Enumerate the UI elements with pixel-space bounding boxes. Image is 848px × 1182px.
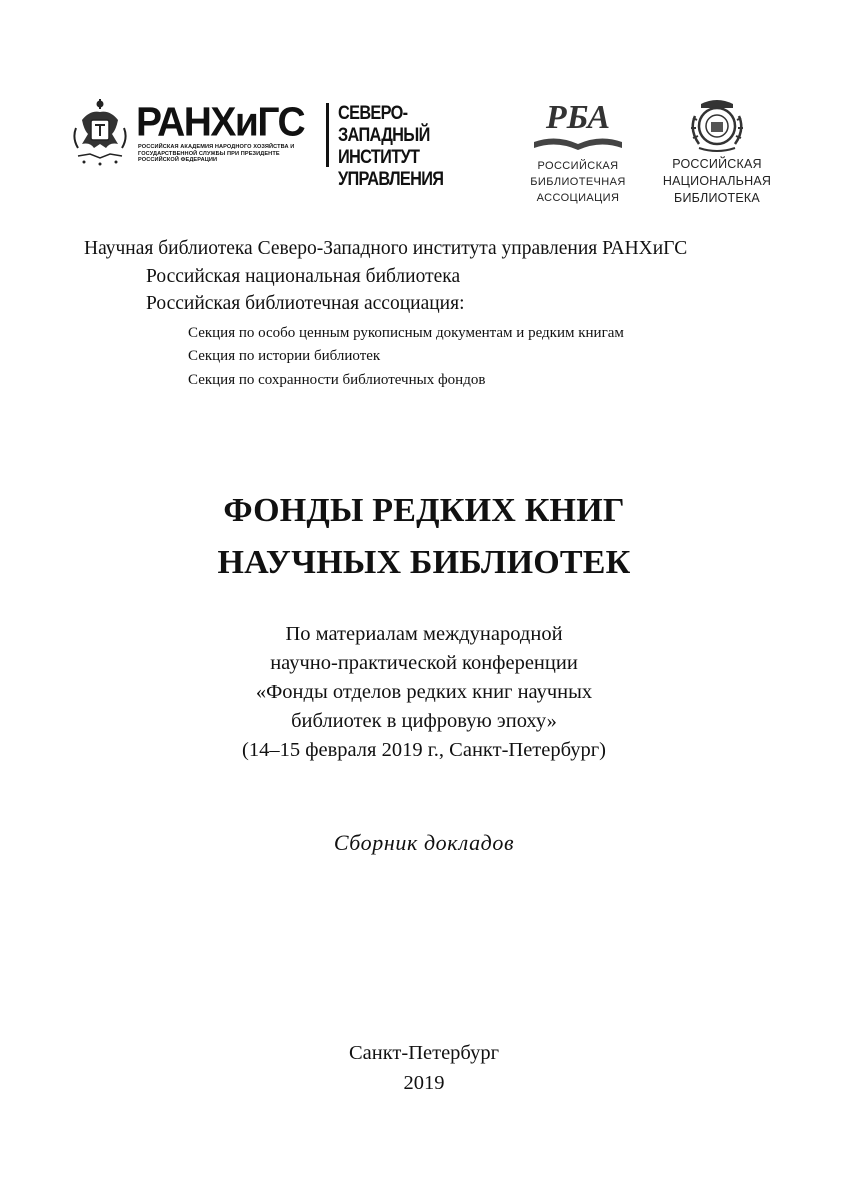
- rba-line: БИБЛИОТЕЧНАЯ: [530, 176, 626, 188]
- imprint-year: 2019: [403, 1072, 445, 1094]
- section-line: Секция по истории библиотек: [188, 348, 381, 364]
- title-line: НАУЧНЫХ БИБЛИОТЕК: [217, 544, 631, 581]
- rba-caption: [522, 158, 634, 206]
- subtitle-line: «Фонды отделов редких книг научных: [255, 681, 593, 703]
- subtitle: [0, 620, 848, 765]
- rba-mark: РБА: [545, 99, 611, 136]
- ranepa-emblem-icon: [72, 98, 128, 168]
- ranepa-subtitle: РОССИЙСКАЯ АКАДЕМИЯ НАРОДНОГО ХОЗЯЙСТВА И ГОСУДАРСТВЕННОЙ СЛУЖБЫ ПРИ ПРЕЗИДЕНТЕ РОССИЙСКОЙ ФЕДЕРАЦИИ: [138, 144, 295, 164]
- rnb-logo: [655, 96, 779, 210]
- section-line: Секция по сохранности библиотечных фондов: [188, 372, 486, 388]
- rba-line: РОССИЙСКАЯ: [537, 160, 619, 172]
- rnb-emblem-icon: [689, 96, 745, 154]
- title-line: ФОНДЫ РЕДКИХ КНИГ: [223, 492, 625, 529]
- rba-line: АССОЦИАЦИЯ: [536, 192, 620, 204]
- imprint-city: Санкт-Петербург: [349, 1042, 499, 1064]
- rnb-caption: [655, 156, 779, 207]
- subtitle-line: (14–15 февраля 2019 г., Санкт-Петербург): [242, 739, 606, 761]
- document-type: Сборник докладов: [333, 830, 515, 855]
- szi-divider: [326, 103, 329, 167]
- rnb-line: БИБЛИОТЕКА: [674, 191, 760, 205]
- rba-logo: [522, 96, 634, 208]
- organizer-line: Российская национальная библиотека: [146, 266, 461, 287]
- subtitle-line: библиотек в цифровую эпоху»: [291, 710, 557, 732]
- open-book-icon: [528, 98, 628, 154]
- subtitle-line: научно-практической конференции: [270, 652, 578, 674]
- rnb-line: НАЦИОНАЛЬНАЯ: [662, 174, 772, 188]
- ranepa-logo: [72, 98, 305, 168]
- szi-line: УПРАВЛЕНИЯ: [338, 169, 444, 190]
- organizer-line: Научная библиотека Северо-Западного института управления РАНХиГС: [84, 238, 688, 259]
- szi-logo: [338, 103, 484, 191]
- rnb-line: РОССИЙСКАЯ: [672, 157, 762, 171]
- szi-line: СЕВЕРО-ЗАПАДНЫЙ: [338, 103, 430, 146]
- organizer-line: Российская библиотечная ассоциация:: [146, 293, 465, 314]
- section-line: Секция по особо ценным рукописным документам и редким книгам: [188, 325, 624, 341]
- subtitle-line: По материалам международной: [285, 623, 563, 645]
- ranepa-name: РАНХиГС: [136, 99, 305, 146]
- szi-line: ИНСТИТУТ: [338, 147, 420, 168]
